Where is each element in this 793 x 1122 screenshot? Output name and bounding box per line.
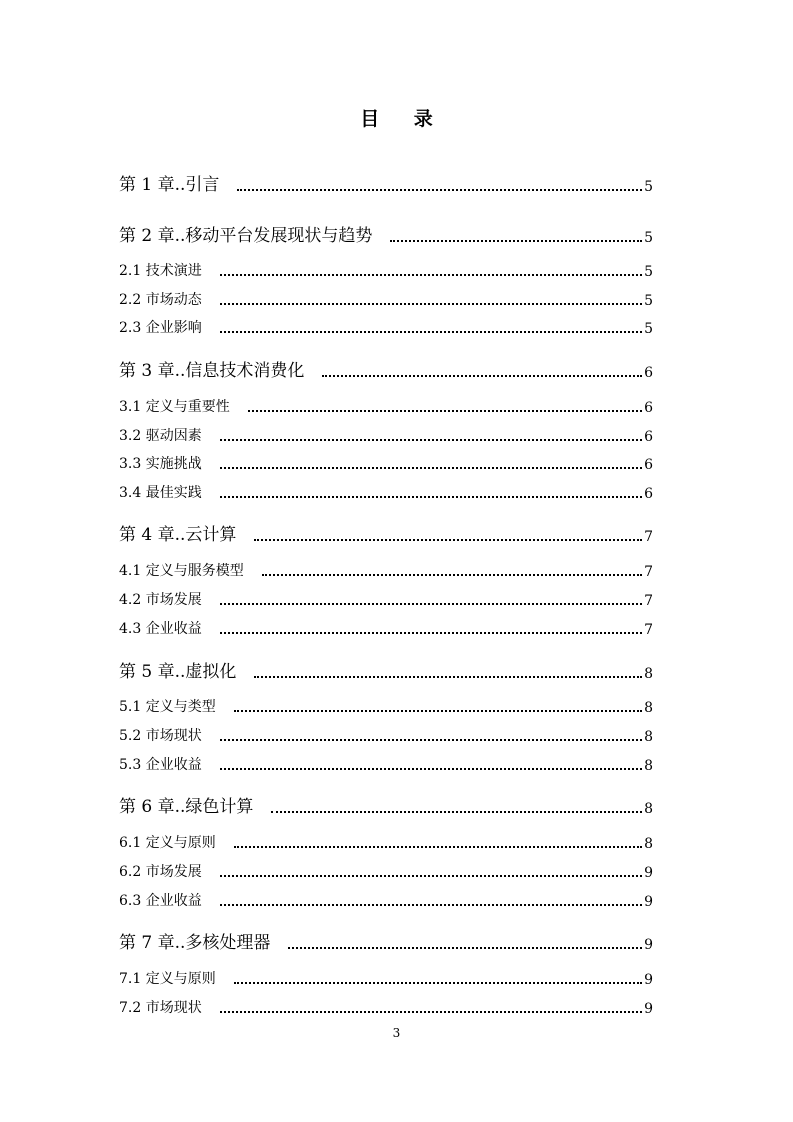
toc-dot-leader [220, 302, 642, 305]
toc-section-entry[interactable] [119, 482, 653, 502]
toc-entry-label: 3.4 最佳实践 [119, 485, 202, 501]
toc-entry-label: 5.3 企业收益 [119, 757, 202, 773]
toc-entry-page: 6 [644, 365, 653, 381]
toc-section-entry[interactable] [119, 725, 653, 745]
toc-entry-label: 第 6 章..绿色计算 [119, 797, 254, 817]
toc-section-entry[interactable] [119, 618, 653, 638]
page-number: 3 [392, 1026, 401, 1040]
toc-entry-page: 5 [644, 293, 653, 309]
toc-entry-label: 3.3 实施挑战 [119, 456, 202, 472]
toc-entry-page: 5 [644, 230, 653, 246]
toc-entry-page: 8 [644, 729, 653, 745]
toc-chapter-entry[interactable] [119, 792, 653, 817]
toc-dot-leader [220, 330, 642, 333]
toc-entry-label: 2.3 企业影响 [119, 320, 202, 336]
toc-dot-leader [220, 874, 642, 877]
toc-dot-leader [220, 466, 642, 469]
toc-entry-page: 9 [644, 865, 653, 881]
toc-entry-label: 第 3 章..信息技术消费化 [119, 361, 305, 381]
toc-entry-label: 6.2 市场发展 [119, 864, 202, 880]
toc-entry-page: 9 [644, 972, 653, 988]
toc-section-entry[interactable] [119, 260, 653, 280]
toc-entry-page: 7 [644, 593, 653, 609]
toc-section-entry[interactable] [119, 396, 653, 416]
toc-entry-page: 5 [644, 264, 653, 280]
toc-dot-leader [390, 239, 642, 242]
toc-entry-label: 2.2 市场动态 [119, 292, 202, 308]
toc-section-entry[interactable] [119, 317, 653, 337]
toc-entry-page: 6 [644, 486, 653, 502]
toc-dot-leader [220, 767, 642, 770]
toc-entry-page: 6 [644, 429, 653, 445]
toc-dot-leader [288, 946, 642, 949]
toc-entry-page: 7 [644, 622, 653, 638]
toc-section-entry[interactable] [119, 453, 653, 473]
toc-entry-page: 8 [644, 666, 653, 682]
toc-entry-page: 5 [644, 321, 653, 337]
toc-section-entry[interactable] [119, 968, 653, 988]
toc-chapter-entry[interactable] [119, 356, 653, 381]
toc-section-entry[interactable] [119, 589, 653, 609]
toc-dot-leader [220, 903, 642, 906]
toc-chapter-entry[interactable] [119, 657, 653, 682]
toc-entry-label: 第 1 章..引言 [119, 175, 220, 195]
toc-entry-label: 7.2 市场现状 [119, 1000, 202, 1016]
toc-entry-label: 3.1 定义与重要性 [119, 399, 230, 415]
toc-entry-label: 5.2 市场现状 [119, 728, 202, 744]
toc-entry-label: 6.3 企业收益 [119, 893, 202, 909]
toc-dot-leader [322, 374, 642, 377]
toc-dot-leader [220, 738, 642, 741]
toc-entry-page: 7 [644, 564, 653, 580]
toc-dot-leader [237, 188, 642, 191]
toc-dot-leader [220, 438, 642, 441]
toc-entry-page: 9 [644, 894, 653, 910]
toc-entry-label: 4.2 市场发展 [119, 592, 202, 608]
toc-section-entry[interactable] [119, 997, 653, 1017]
toc-section-entry[interactable] [119, 832, 653, 852]
toc-entry-label: 第 5 章..虚拟化 [119, 662, 237, 682]
toc-entry-page: 8 [644, 836, 653, 852]
toc-entry-label: 6.1 定义与原则 [119, 835, 216, 851]
toc-chapter-entry[interactable] [119, 221, 653, 246]
toc-title: 目 录 [360, 108, 447, 130]
toc-dot-leader [262, 573, 642, 576]
toc-chapter-entry[interactable] [119, 928, 653, 953]
toc-entry-page: 8 [644, 801, 653, 817]
toc-section-entry[interactable] [119, 289, 653, 309]
toc-entry-label: 7.1 定义与原则 [119, 971, 216, 987]
toc-entry-label: 第 4 章..云计算 [119, 525, 237, 545]
toc-chapter-entry[interactable] [119, 520, 653, 545]
toc-section-entry[interactable] [119, 696, 653, 716]
toc-entry-label: 2.1 技术演进 [119, 263, 202, 279]
toc-entry-page: 6 [644, 457, 653, 473]
toc-entry-label: 5.1 定义与类型 [119, 699, 216, 715]
toc-section-entry[interactable] [119, 754, 653, 774]
toc-entry-label: 第 2 章..移动平台发展现状与趋势 [119, 226, 373, 246]
toc-section-entry[interactable] [119, 861, 653, 881]
toc-section-entry[interactable] [119, 425, 653, 445]
toc-dot-leader [234, 709, 642, 712]
toc-entry-page: 8 [644, 758, 653, 774]
toc-entry-label: 第 7 章..多核处理器 [119, 933, 271, 953]
toc-dot-leader [220, 1010, 642, 1013]
toc-entry-label: 4.3 企业收益 [119, 621, 202, 637]
toc-entry-page: 5 [644, 179, 653, 195]
toc-dot-leader [254, 538, 642, 541]
toc-dot-leader [220, 602, 642, 605]
toc-dot-leader [220, 495, 642, 498]
toc-dot-leader [271, 810, 642, 813]
toc-entry-label: 4.1 定义与服务模型 [119, 563, 244, 579]
toc-dot-leader [234, 845, 642, 848]
toc-chapter-entry[interactable] [119, 170, 653, 195]
toc-section-entry[interactable] [119, 560, 653, 580]
toc-entry-label: 3.2 驱动因素 [119, 428, 202, 444]
toc-entry-page: 7 [644, 529, 653, 545]
toc-section-entry[interactable] [119, 890, 653, 910]
toc-dot-leader [248, 409, 642, 412]
toc-dot-leader [254, 675, 642, 678]
toc-dot-leader [220, 631, 642, 634]
toc-dot-leader [234, 981, 642, 984]
toc-dot-leader [220, 273, 642, 276]
toc-entry-page: 9 [644, 937, 653, 953]
toc-entry-page: 6 [644, 400, 653, 416]
toc-entry-page: 9 [644, 1001, 653, 1017]
toc-entry-page: 8 [644, 700, 653, 716]
